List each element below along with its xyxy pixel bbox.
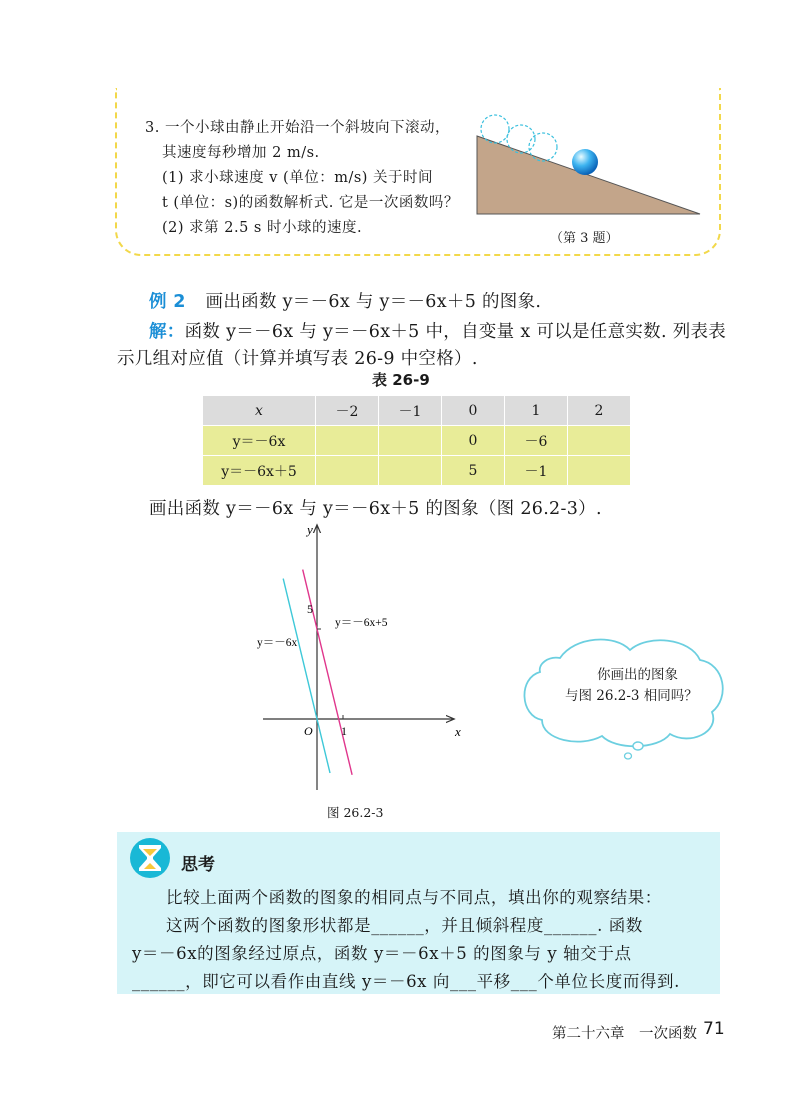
table-cell: －1 <box>505 456 568 486</box>
table-cell <box>568 456 631 486</box>
hourglass-icon <box>128 836 176 884</box>
series-label-y-neg6x-plus5: y＝－6x+5 <box>335 617 388 629</box>
cloud-bubble-1 <box>633 742 643 750</box>
value-table <box>203 396 631 486</box>
cloud-text-2: 与图 26.2-3 相同吗？ <box>565 688 698 704</box>
table-cell <box>316 456 379 486</box>
exercise-line-3: (1) 求小球速度 v (单位：m/s) 关于时间 <box>162 170 434 186</box>
solution-text-1: 函数 y＝－6x 与 y＝－6x＋5 中，自变量 x 可以是任意实数. 列表表 <box>184 322 727 342</box>
slope-ramp <box>477 136 700 214</box>
ghost-ball-3 <box>529 133 557 161</box>
x-axis-label: x <box>455 724 461 739</box>
example-prompt: 画出函数 y＝－6x 与 y＝－6x＋5 的图象. <box>205 292 542 312</box>
slope-figure <box>470 108 710 218</box>
ball <box>572 149 598 175</box>
origin-label: O <box>304 724 313 738</box>
table-cell: －6 <box>505 426 568 456</box>
exercise-line-2: 其速度每秒增加 2 m/s. <box>162 145 320 161</box>
page-number: 71 <box>703 1019 725 1039</box>
table-header-cell: 0 <box>442 396 505 426</box>
think-title: 思考 <box>181 855 215 875</box>
table-header-cell: x <box>203 396 316 426</box>
table-row <box>203 456 631 486</box>
table-header-cell: －2 <box>316 396 379 426</box>
table-cell <box>568 426 631 456</box>
y-tick-label: 5 <box>307 602 313 616</box>
draw-sentence: 画出函数 y＝－6x 与 y＝－6x＋5 的图象（图 26.2-3）. <box>149 499 602 519</box>
solution-label: 解： <box>149 322 185 342</box>
solution-line-2: 示几组对应值（计算并填写表 26-9 中空格）. <box>117 349 478 369</box>
table-cell <box>316 426 379 456</box>
think-line-3: y＝－6x的图象经过原点，函数 y＝－6x＋5 的图象与 y 轴交于点 <box>132 944 632 963</box>
table-row <box>203 426 631 456</box>
exercise-line-5: (2) 求第 2.5 s 时小球的速度. <box>162 220 363 236</box>
y-axis-label: y <box>307 522 313 537</box>
cloud-text-1: 你画出的图象 <box>597 667 678 683</box>
think-line-1: 比较上面两个函数的图象的相同点与不同点，填出你的观察结果： <box>166 888 662 907</box>
example-heading <box>149 288 541 313</box>
exercise-line-1: 3. 一个小球由静止开始沿一个斜坡向下滚动， <box>145 120 450 136</box>
example-label: 例 2 <box>149 292 186 312</box>
think-line-2: 这两个函数的图象形状都是______，并且倾斜程度______. 函数 <box>166 916 643 935</box>
table-header-cell: 1 <box>505 396 568 426</box>
series-line-y-neg6x-plus5 <box>303 570 352 775</box>
table-header-cell: －1 <box>379 396 442 426</box>
table-cell <box>379 456 442 486</box>
table-title: 表 26-9 <box>372 371 430 389</box>
table-cell <box>379 426 442 456</box>
series-label-y-neg6x: y＝－6x <box>257 637 298 649</box>
solution-line-1 <box>149 318 726 343</box>
table-cell: y＝－6x＋5 <box>203 456 316 486</box>
exercise-figure-caption: （第 3 题） <box>550 231 619 246</box>
function-graph <box>255 520 470 810</box>
table-cell: 0 <box>442 426 505 456</box>
cloud-bubble-2 <box>625 753 632 759</box>
graph-caption: 图 26.2-3 <box>327 805 384 820</box>
ghost-ball-1 <box>481 115 509 143</box>
table-cell: y＝－6x <box>203 426 316 456</box>
table-header-cell: 2 <box>568 396 631 426</box>
exercise-line-4: t (单位：s)的函数解析式. 它是一次函数吗？ <box>162 195 459 211</box>
x-tick-label: 1 <box>341 724 347 738</box>
table-header-row <box>203 396 631 426</box>
table-cell: 5 <box>442 456 505 486</box>
think-line-4: ______，即它可以看作由直线 y＝－6x 向___平移___个单位长度而得到. <box>132 972 680 991</box>
footer-chapter: 第二十六章 一次函数 <box>552 1026 697 1042</box>
